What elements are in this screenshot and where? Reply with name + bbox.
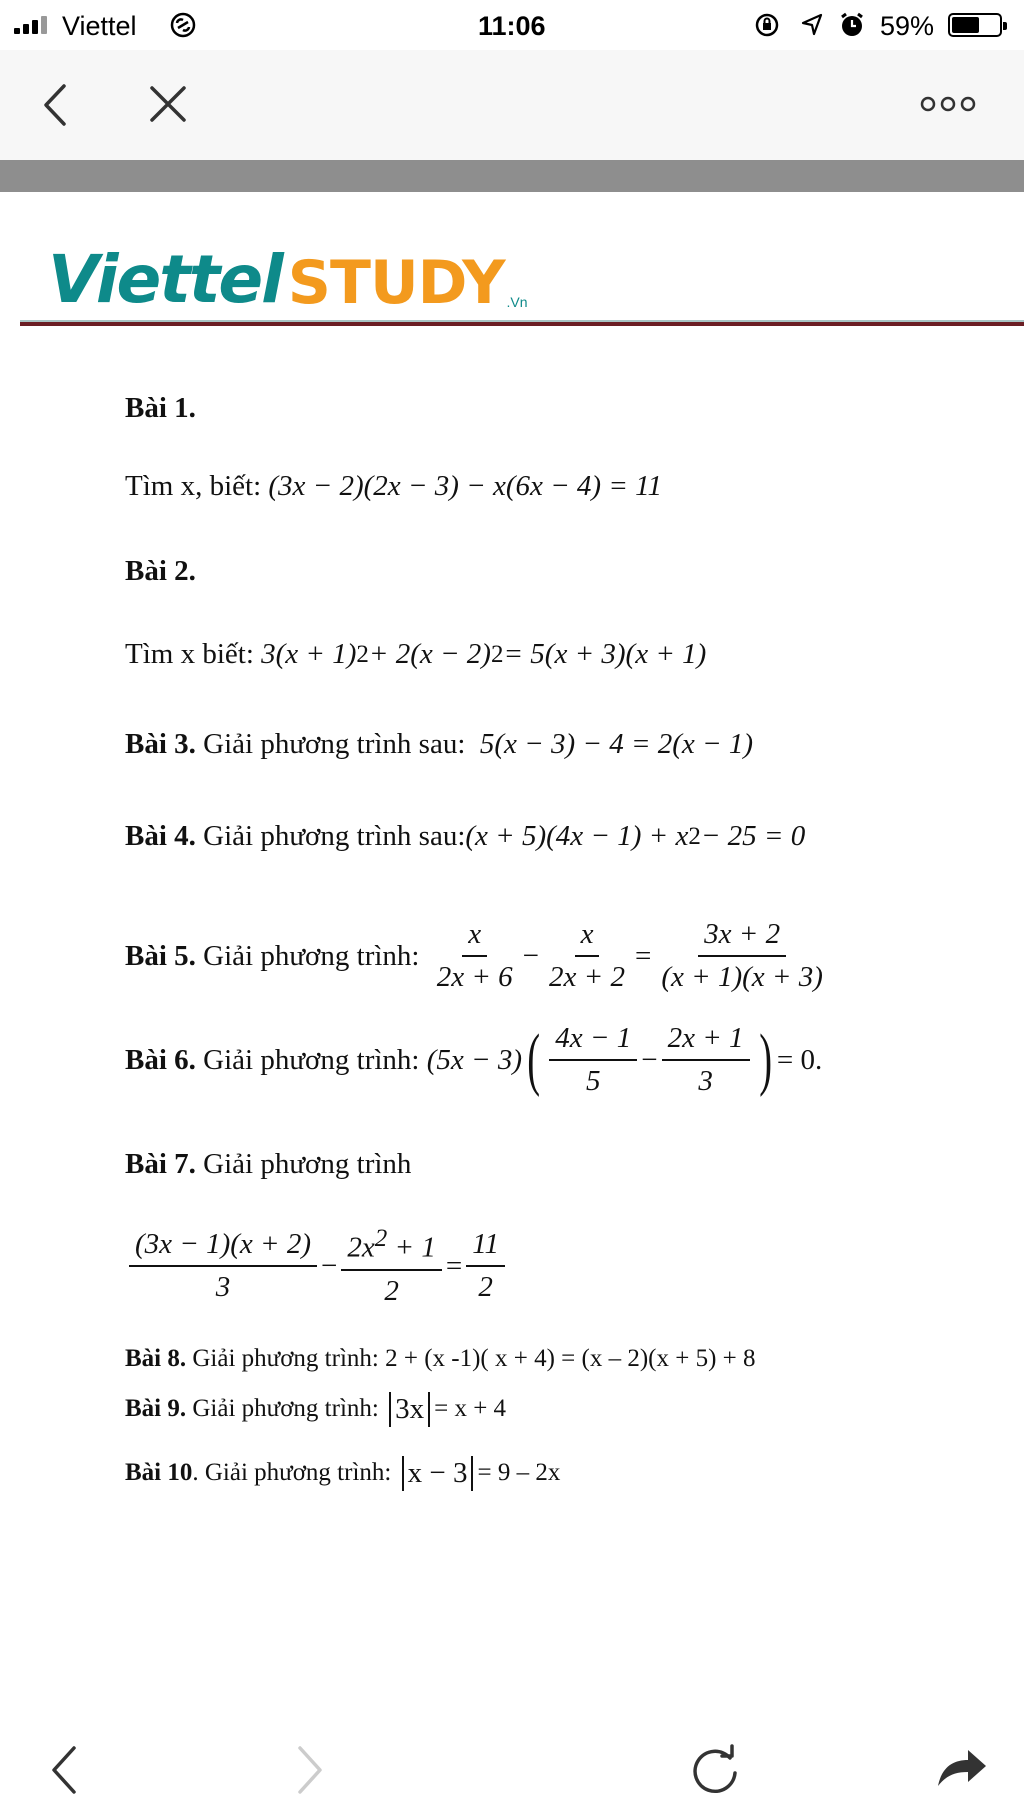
exercise-6: Bài 6. Giải phương trình: (5x − 3) ( $\frac{4x - 1}{5}$ − $\frac{2x + 1}{3}$ ) = 0.: [125, 1021, 823, 1098]
exercise-9-abs: 3x: [389, 1392, 430, 1427]
browser-bottom-toolbar: [0, 1720, 1024, 1820]
exercise-5-fraction-2: $\frac{x}{2x + 2}$: [549, 918, 625, 993]
exercise-7-op-2: =: [445, 1249, 463, 1282]
logo-tld: .Vn: [506, 294, 528, 310]
more-options-icon[interactable]: [918, 94, 978, 114]
exercise-7-fraction-2: $\frac{2x^2 + 1}{2}$: [341, 1225, 441, 1308]
exercise-2-title: Bài 2.: [125, 555, 196, 587]
status-bar: [0, 0, 1024, 50]
logo-brand: Viettel: [48, 241, 282, 318]
exercise-5-prompt: Giải phương trình:: [203, 939, 420, 972]
exercise-9: [125, 1392, 506, 1427]
exercise-6-op: −: [641, 1043, 658, 1076]
exercise-8: [125, 1345, 756, 1373]
exercise-4-title: Bài 4.: [125, 820, 196, 852]
exercise-10-abs: x − 3: [402, 1456, 474, 1491]
location-icon: [800, 12, 824, 38]
exercise-6-title: Bài 6.: [125, 1043, 196, 1076]
carrier-name: Viettel: [62, 11, 137, 41]
exercise-6-fraction-1: $\frac{4x - 1}{5}$: [549, 1022, 637, 1098]
exercise-5-title: Bài 5.: [125, 939, 196, 972]
exercise-10: [125, 1456, 560, 1491]
exercise-6-fraction-2: $\frac{2x + 1}{3}$: [662, 1022, 750, 1098]
exercise-7: [125, 1148, 411, 1181]
exercise-2-prompt: Tìm x biết:: [125, 638, 254, 670]
back-icon[interactable]: [36, 80, 76, 130]
exercise-9-title: Bài 9.: [125, 1395, 187, 1423]
battery-fill: [952, 17, 979, 33]
browser-nav-bar: [0, 50, 1024, 160]
exercise-1-equation: (3x − 2)(2x − 3) − x(6x − 4) = 11: [268, 470, 662, 502]
page-forward-icon[interactable]: [290, 1742, 330, 1798]
share-icon[interactable]: [934, 1742, 990, 1792]
exercise-5-op-2: =: [634, 939, 652, 972]
battery-percent: 59%: [880, 11, 935, 41]
exercise-9-prompt: Giải phương trình:: [192, 1395, 379, 1423]
exercise-3-title: Bài 3.: [125, 728, 196, 760]
exercise-3: [125, 728, 753, 761]
logo-product: STUDY: [287, 248, 505, 318]
exercise-1-title: Bài 1.: [125, 392, 196, 424]
exercise-1-prompt: Tìm x, biết:: [125, 470, 262, 502]
exercise-10-rest: = 9 – 2x: [477, 1459, 561, 1487]
viettelstudy-logo[interactable]: [48, 218, 528, 318]
exercise-8-title: Bài 8.: [125, 1345, 187, 1372]
exercise-6-tail: = 0.: [776, 1043, 823, 1076]
link-icon: [168, 10, 198, 40]
exercise-8-equation: 2 + (x -1)( x + 4) = (x – 2)(x + 5) + 8: [385, 1345, 756, 1372]
exercise-5-fraction-3: $\frac{3x + 2}{(x + 1)(x + 3)}$: [661, 918, 823, 993]
exercise-2-exp-1: 2: [356, 640, 369, 668]
exercise-7-equation: [125, 1225, 509, 1308]
exercise-5: [125, 918, 833, 994]
page-top-band: [0, 160, 1024, 192]
exercise-1-body: [125, 470, 662, 503]
exercise-3-prompt: Giải phương trình sau:: [203, 728, 466, 760]
exercise-4-term-b: − 25 = 0: [700, 820, 806, 852]
exercise-6-prompt: Giải phương trình:: [203, 1043, 420, 1076]
exercise-7-prompt: Giải phương trình: [203, 1148, 412, 1180]
exercise-10-title: Bài 10: [125, 1459, 193, 1487]
exercise-5-op-1: −: [522, 939, 540, 972]
reload-icon[interactable]: [686, 1742, 744, 1800]
exercise-4: [125, 820, 805, 853]
exercise-9-rest: = x + 4: [434, 1395, 507, 1423]
exercise-4-term-a: (x + 5)(4x − 1) + x: [465, 820, 689, 852]
exercise-2-term-b: + 2(x − 2): [368, 638, 491, 670]
exercise-4-prompt: Giải phương trình sau:: [203, 820, 466, 852]
page-back-icon[interactable]: [44, 1742, 84, 1798]
exercise-5-fraction-1: $\frac{x}{2x + 6}$: [436, 918, 513, 993]
exercise-4-exp: 2: [688, 822, 701, 850]
exercise-10-title-dot: .: [192, 1459, 199, 1487]
orientation-lock-icon: [755, 13, 779, 37]
exercise-2-exp-2: 2: [490, 640, 504, 668]
battery-icon: [948, 13, 1002, 37]
exercise-7-op-1: −: [321, 1249, 338, 1282]
exercise-7-title: Bài 7.: [125, 1148, 196, 1180]
exercise-6-lead: (5x − 3): [426, 1043, 522, 1076]
exercise-8-prompt: Giải phương trình:: [192, 1345, 379, 1372]
exercise-10-prompt: Giải phương trình:: [204, 1459, 392, 1487]
exercise-7-fraction-1: $\frac{(3x - 1)(x + 2)}{3}$: [129, 1228, 317, 1304]
alarm-icon: [838, 11, 866, 39]
exercise-7-fraction-3: $\frac{11}{2}$: [466, 1228, 505, 1304]
exercise-3-equation: 5(x − 3) − 4 = 2(x − 1): [479, 728, 754, 760]
header-divider: [20, 320, 1024, 326]
exercise-2-term-c: = 5(x + 3)(x + 1): [503, 638, 707, 670]
exercise-2-body: [125, 638, 706, 671]
exercise-2-term-a: 3(x + 1): [261, 638, 357, 670]
clock: 11:06: [478, 11, 546, 41]
close-icon[interactable]: [146, 82, 190, 126]
signal-strength-icon: [14, 16, 47, 34]
